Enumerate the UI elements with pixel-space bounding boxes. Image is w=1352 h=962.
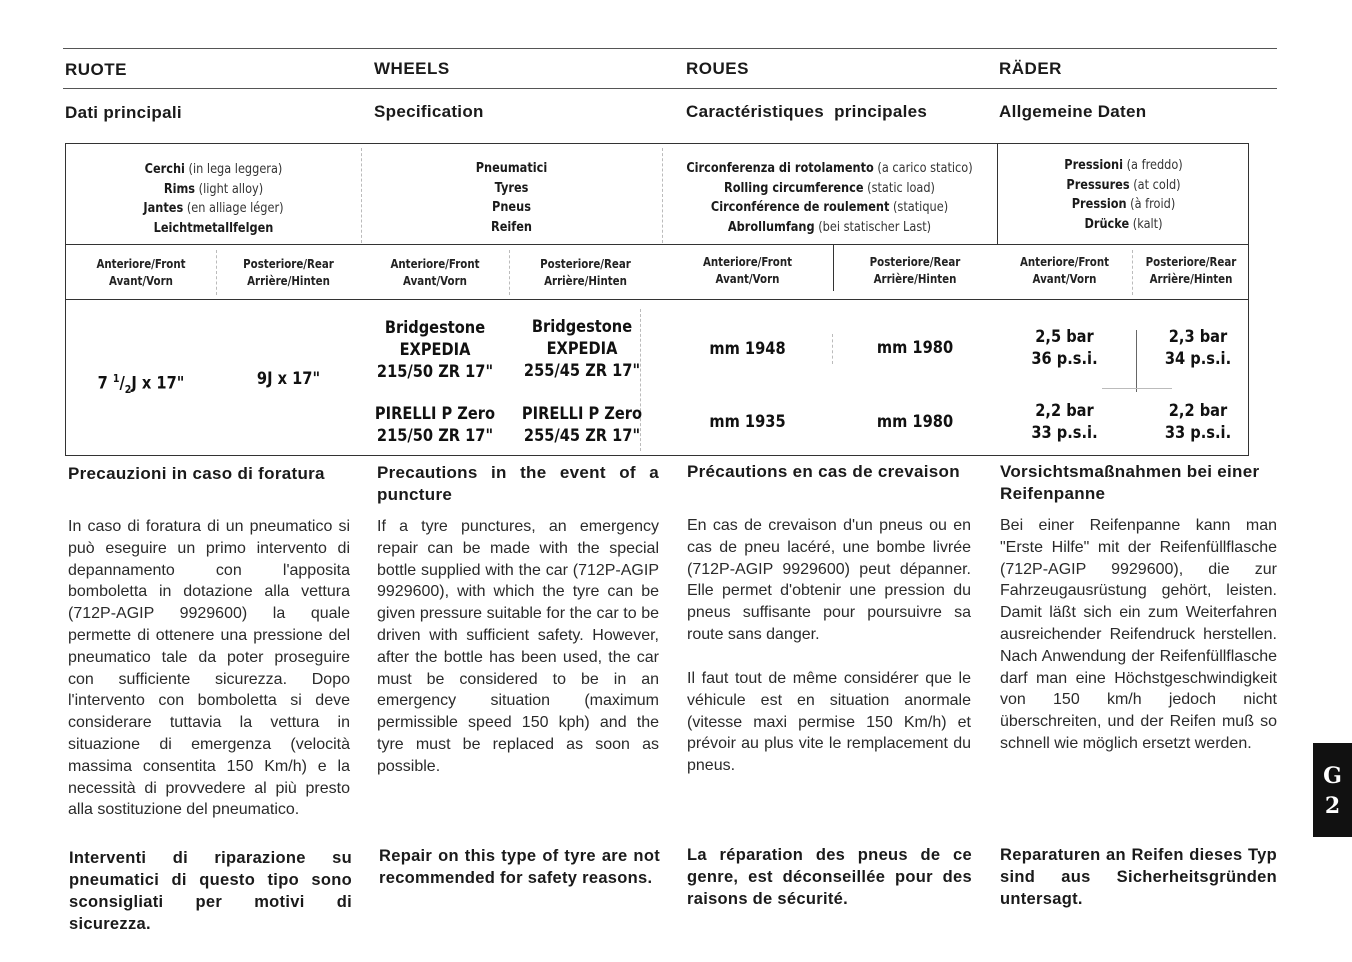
chapter-tab [1313,743,1352,837]
header-de: RÄDER [999,59,1062,78]
precautions-body-de: Bei einer Reifenpanne kann man "Erste Hilfe" mit der Reifenfüllflasche (712P-AGIP 9929600), die zur Fahrzeugausrüstung gehört, leisten. Damit läßt sich ein zum Weiterfahren ausreichender Reifendruck herstellen. Nach Anwendung der Reifenfüllflasche darf man eine Höchstgeschwindigkeit von 150 km/h jedoch nicht überschreiten, und der Reifen muß so schnell wie möglich ersetzt werden. [1000,517,1277,752]
press-front-label: Anteriore/Front Avant/Vorn [1019,254,1110,286]
precautions-body-fr-1: En cas de crevaison d'un pneus ou en cas de pneu lacéré, une bombe livrée (712P-AGIP 9929600) peut dépanner. Elle permet d'obtenir une pression du pneus suffisante pour poursuivre sa route sans danger. [687,517,971,643]
circ1-front: mm 1948 [709,339,786,359]
header-fr: ROUES [686,59,749,78]
repair-note-it: Interventi di riparazione su pneumatici di questo tipo sono sconsigliati per motivi di sicurezza. [69,849,352,933]
repair-note-en: Repair on this type of tyre are not recommended for safety reasons. [379,847,660,887]
press1-rear: 2,3 bar 34 p.s.i. [1164,327,1232,369]
subheader-it: Dati principali [65,103,182,122]
divider [1102,388,1172,389]
tyres-front-label: Anteriore/Front Avant/Vorn [390,256,480,288]
divider [1132,250,1133,295]
divider [216,250,217,295]
header-it: RUOTE [65,60,127,79]
rims-front-label: Anteriore/Front Avant/Vorn [96,256,186,288]
tyre1-rear: Bridgestone EXPEDIA 255/45 ZR 17" [523,317,641,381]
subheader-en: Specification [374,102,484,121]
header-en: WHEELS [374,59,450,78]
circ-rear-label: Posteriore/Rear Arrière/Hinten [869,254,961,286]
precautions-body-it: In caso di foratura di un pneumatico si può eseguire un primo intervento di depannamento con l'apposita bomboletta in dotazione alla vettura (712P-AGIP 9929600) la quale permette di ottenere una pressione del pneumatico tale da poter proseguire con sufficiente sicurezza. Dopo l'intervento con bomboletta si deve considerare tuttavia la vettura in situazione di emergenza (velocità massima consentita 150 Km/h) e la necessità di provvedere al più presto alla sostituzione del pneumatico. [68,518,350,819]
divider [1136,330,1137,392]
repair-note-de: Reparaturen an Reifen dieses Typ sind aus Sicherheitsgründen untersagt. [1000,846,1277,908]
chapter-number: 2 [1324,793,1341,819]
rim-rear-value: 9J x 17" [256,369,321,389]
spec-table [65,143,1249,456]
header-rule [63,88,1277,89]
divider [509,250,510,295]
divider [833,245,834,291]
precautions-title-it: Precauzioni in caso di foratura [68,464,325,483]
circ-front-label: Anteriore/Front Avant/Vorn [702,254,793,286]
rim-front-value: 7 $^1/_2J$ x 17" [97,372,185,397]
press2-front: 2,2 bar 33 p.s.i. [1031,401,1098,443]
chapter-letter: G [1323,763,1342,789]
tyres-header: Pneumatici Tyres Pneus Reifen [475,160,548,235]
press-rear-label: Posteriore/Rear Arrière/Hinten [1145,254,1237,286]
tyre2-front: PIRELLI P Zero 215/50 ZR 17" [374,404,496,446]
subheader-fr: Caractéristiques principales [686,102,928,121]
rims-header: Cerchi (in lega leggera) Rims (light alloy) Jantes (en alliage léger) Leichtmetallfelgen [143,161,284,236]
repair-note-fr: La réparation des pneus de ce genre, est déconseillée pour des raisons de sécurité. [687,846,972,908]
tyre1-front: Bridgestone EXPEDIA 215/50 ZR 17" [376,318,494,382]
tyres-rear-label: Posteriore/Rear Arrière/Hinten [540,256,631,288]
circ2-rear: mm 1980 [876,412,954,432]
divider [361,148,362,243]
precautions-body-fr-2: Il faut tout de même considérer que le véhicule est en situation anormale (vitesse maxi permise 150 Km/h) et prévoir au plus vite le remplacement du pneus. [687,670,971,775]
tyre2-rear: PIRELLI P Zero 255/45 ZR 17" [521,404,643,446]
precautions-title-de: Vorsichtsmaßnahmen bei einer Reifenpanne [1000,462,1260,503]
precautions-title-fr: Précautions en cas de crevaison [687,462,960,481]
subheader-de: Allgemeine Daten [999,102,1147,121]
divider [832,334,833,364]
press1-front: 2,5 bar 36 p.s.i. [1031,327,1098,369]
pressures-header: Pressioni (a freddo) Pressures (at cold) Pression (à froid) Drücke (kalt) [1064,157,1183,232]
circ2-front: mm 1935 [709,412,786,432]
precautions-body-en: If a tyre punctures, an emergency repair can be made with the special bottle supplied with the car (712P-AGIP 9929600), with which the tyre can be given pressure suitable for the car to be driven with sufficient safety. However, after the bottle has been used, the car must be considered to be in an emergency situation (maximum permissible speed 150 kph) and the tyre must be replaced as soon as possible. [377,518,659,775]
rims-rear-label: Posteriore/Rear Arrière/Hinten [243,256,334,288]
top-rule [63,48,1277,49]
precautions-title-en: Precautions in the event of a puncture [377,463,659,504]
press2-rear: 2,2 bar 33 p.s.i. [1164,401,1232,443]
circ1-rear: mm 1980 [876,338,954,358]
circumference-header: Circonferenza di rotolamento (a carico statico) Rolling circumference (static load) Circonférence de roulement (statique) Abrollumfang (bei statischer Last) [686,160,973,235]
